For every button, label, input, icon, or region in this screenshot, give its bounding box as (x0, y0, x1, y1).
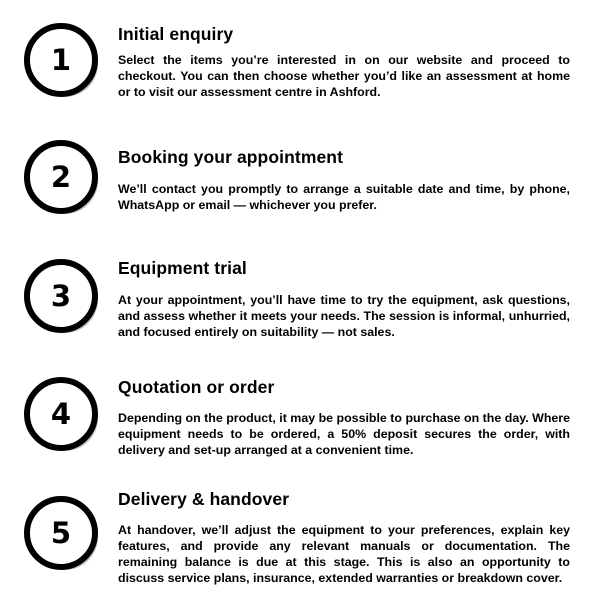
step-description: At handover, we’ll adjust the equipment to your preferences, explain key features, and provide any relevant manuals or documentation. The remaining balance is due at this stage. This is also an opportunity to discuss service plans, insurance, extended warranties or breakdown cover. (118, 523, 570, 585)
step-number-badge (21, 374, 101, 454)
step-title: Delivery & handover (118, 489, 290, 509)
step-title: Booking your appointment (118, 147, 344, 167)
step-number-badge (21, 493, 101, 573)
step-description: Depending on the product, it may be possible to purchase on the day. Where equipment needs to be ordered, a 50% deposit secures the order, with delivery and set-up arranged at a convenient time. (118, 411, 570, 457)
step-number: 5 (50, 516, 72, 550)
step-number: 2 (50, 160, 72, 194)
step-number: 4 (50, 397, 72, 431)
step-title: Quotation or order (118, 377, 275, 397)
step-description: Select the items you’re interested in on our website and proceed to checkout. You can then choose whether you’d like an assessment at home or to visit our assessment centre in Ashford. (118, 53, 570, 99)
step-number-badge (21, 20, 101, 100)
step-number-badge (21, 256, 101, 336)
step-title: Initial enquiry (118, 24, 234, 44)
step-title: Equipment trial (118, 258, 247, 278)
step-description: We’ll contact you promptly to arrange a suitable date and time, by phone, WhatsApp or email — whichever you prefer. (118, 182, 570, 212)
step-description: At your appointment, you’ll have time to try the equipment, ask questions, and assess whether it meets your needs. The session is informal, unhurried, and focused entirely on suitability — not sales. (118, 293, 570, 339)
step-number-badge (21, 137, 101, 217)
step-number: 1 (50, 43, 72, 77)
step-number: 3 (50, 279, 72, 313)
